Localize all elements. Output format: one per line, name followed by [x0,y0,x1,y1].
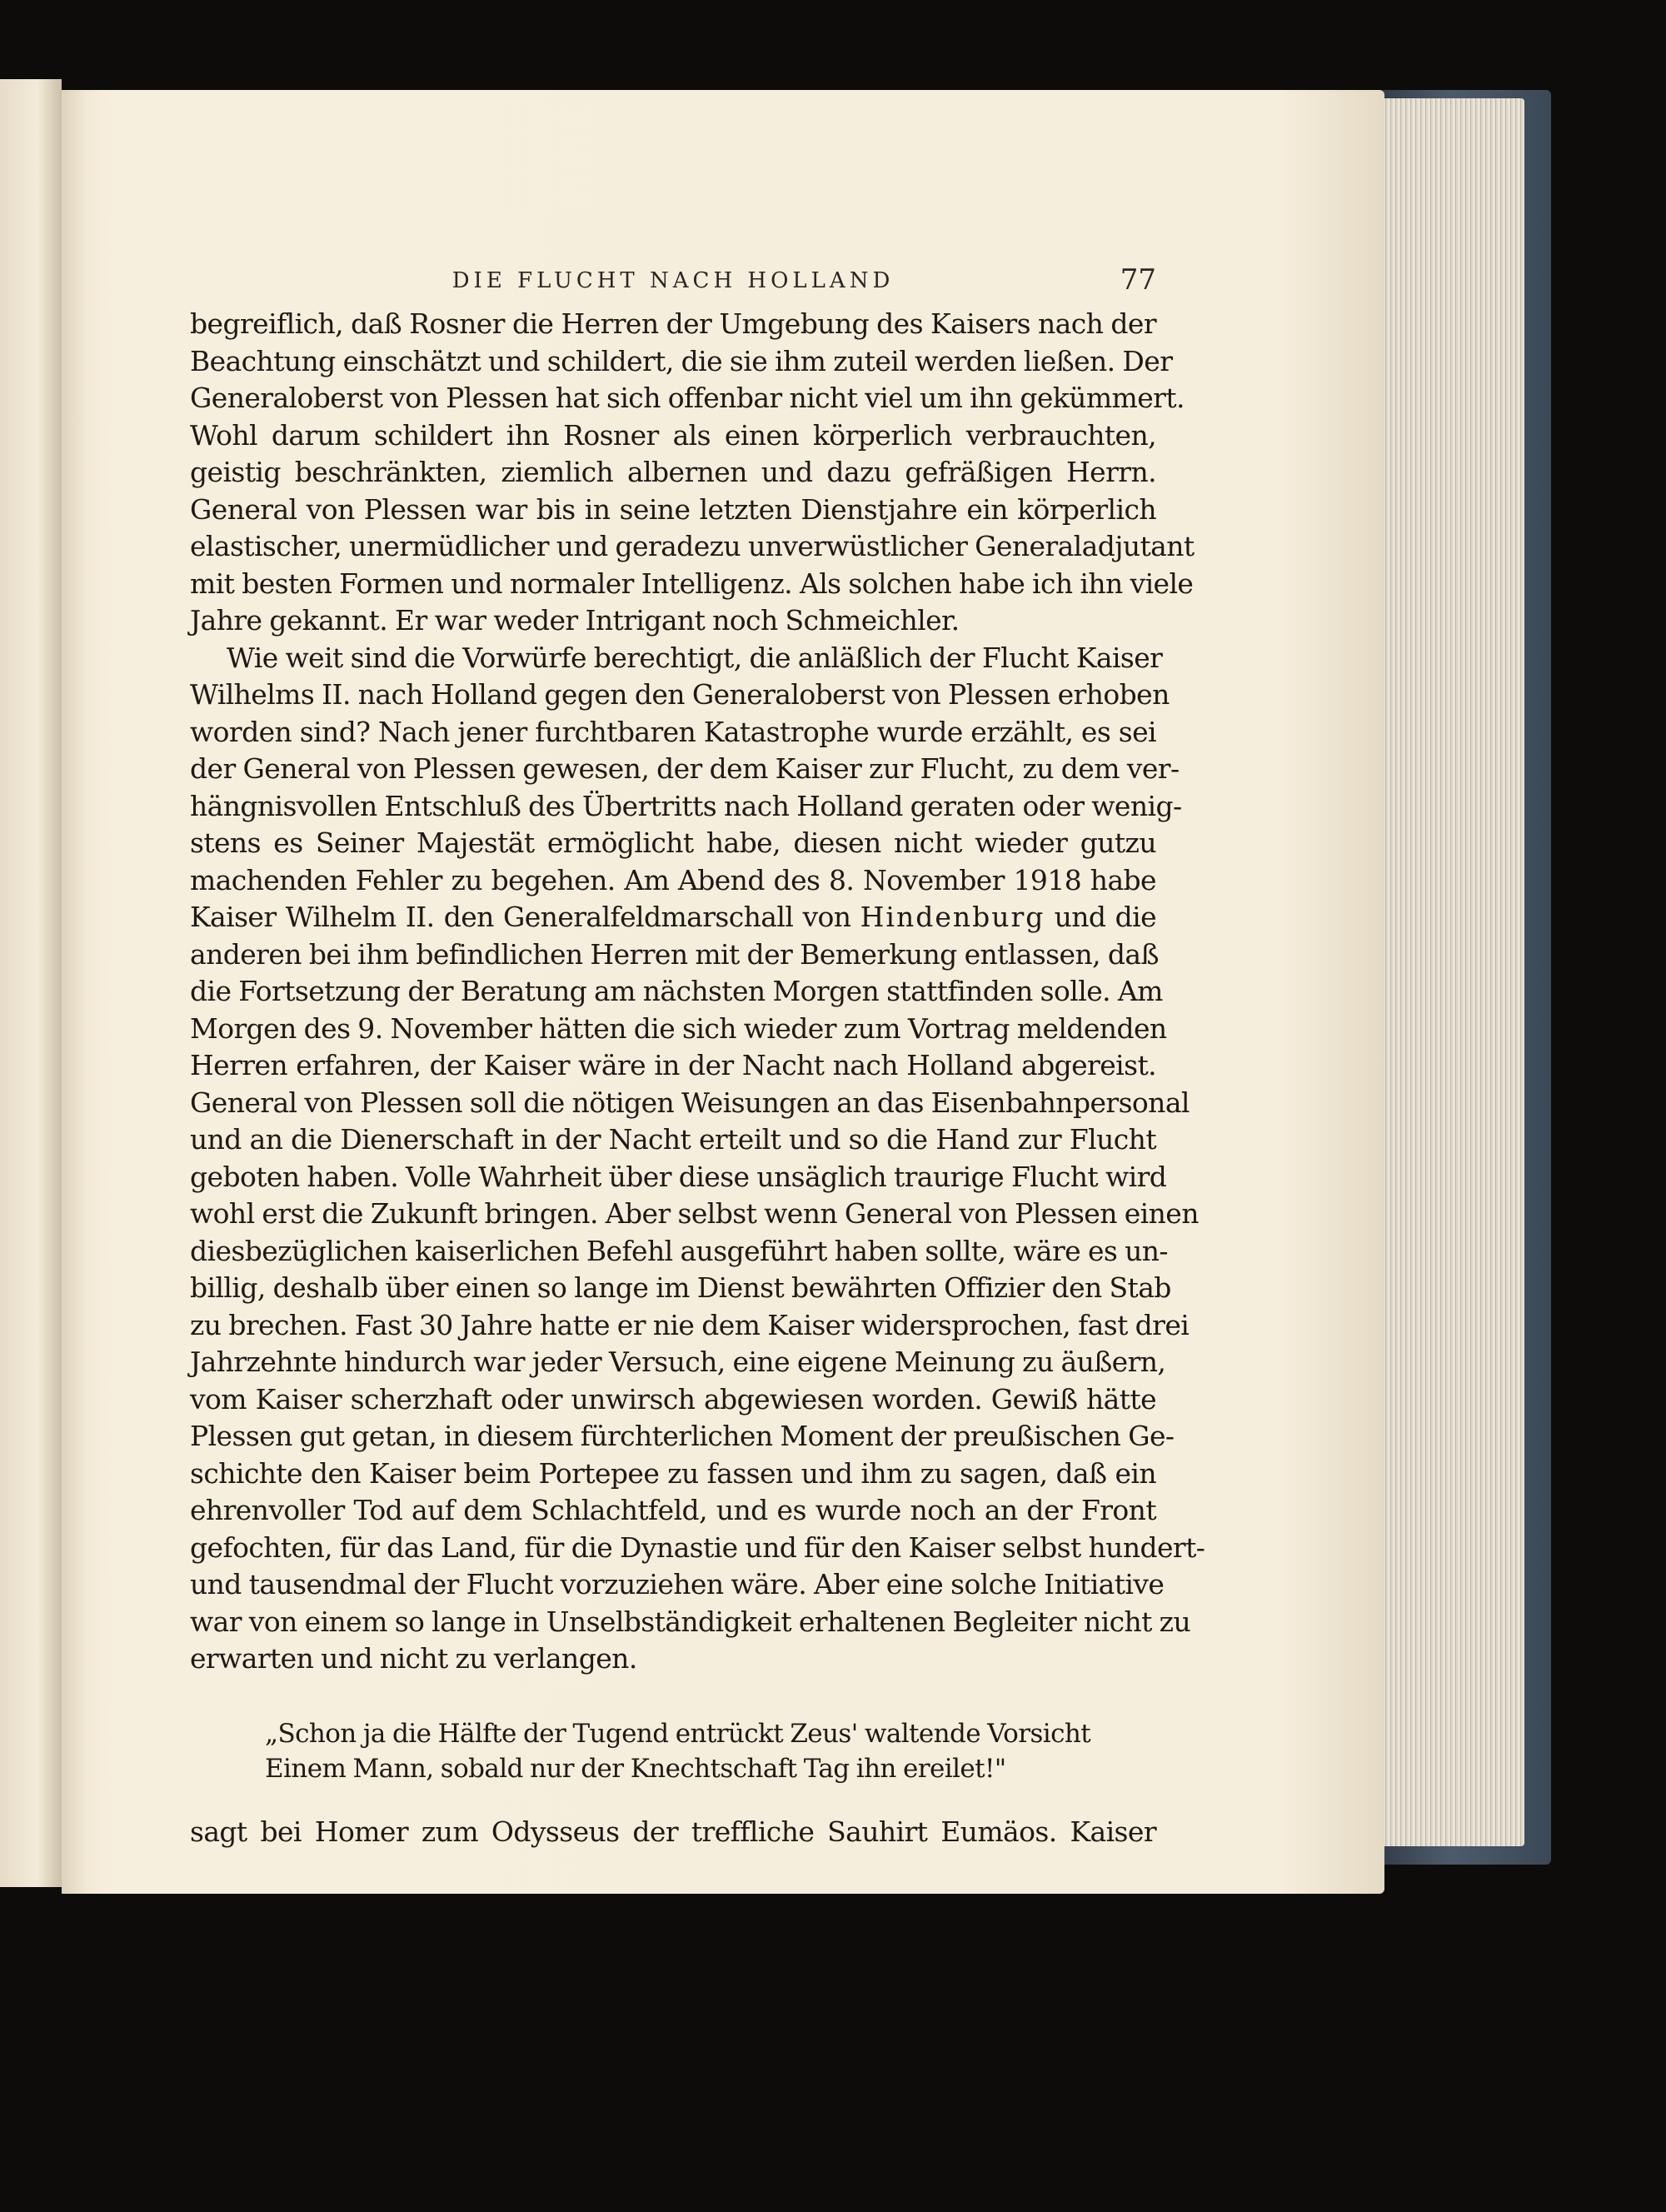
text-line: Generaloberst von Plessen hat sich offenbar nicht viel um ihn gekümmert. [190,382,1185,414]
text-line: hängnisvollen Entschluß des Übertritts nach Holland geraten oder wenig- [190,789,1182,822]
text-line: der General von Plessen gewesen, der dem Kaiser zur Flucht, zu dem ver- [190,752,1180,785]
quote-line: Einem Mann, sobald nur der Knechtschaft Tag ihn ereilet!" [265,1754,1006,1784]
text-line: billig, deshalb über einen so lange im Dienst bewährten Offizier den Stab [190,1271,1171,1304]
text-line-spaced-name [190,899,1156,936]
text-line: General von Plessen soll die nötigen Weisungen an das Eisenbahnpersonal [190,1086,1190,1119]
text-line: Wilhelms II. nach Holland gegen den Generaloberst von Plessen erhoben [190,678,1170,711]
paragraph-1 [190,306,1195,640]
text-line: Plessen gut getan, in diesem fürchterlichen Moment der preußischen Ge- [190,1420,1175,1452]
text-line: machenden Fehler zu begehen. Am Abend des 8. November 1918 habe [190,863,1156,896]
chapter-title: DIE FLUCHT NACH HOLLAND [451,268,895,293]
text-line: sagt bei Homer zum Odysseus der treffliche Sauhirt Eumäos. Kaiser [190,1815,1156,1848]
text-line: Wie weit sind die Vorwürfe berechtigt, die anläßlich der Flucht Kaiser [227,641,1163,674]
line-end: und die [1054,901,1156,933]
text-line: worden sind? Nach jener furchtbaren Katastrophe wurde erzählt, es sei [190,715,1156,748]
text-line: diesbezüglichen kaiserlichen Befehl ausgeführt haben sollte, wäre es un- [190,1234,1168,1267]
text-line: Herren erfahren, der Kaiser wäre in der Nacht nach Holland abgereist. [190,1049,1156,1081]
text-line: und an die Dienerschaft in der Nacht erteilt und so die Hand zur Flucht [190,1123,1156,1156]
text-line: wohl erst die Zukunft bringen. Aber selbst wenn General von Plessen einen [190,1197,1199,1230]
running-head [190,260,1156,302]
text-line: Beachtung einschätzt und schildert, die sie ihm zuteil werden ließen. Der [190,344,1173,377]
body-text [190,306,1205,1678]
line-start: Kaiser Wilhelm II. den Generalfeldmarschall von [190,901,851,933]
text-line: gefochten, für das Land, für die Dynastie und für den Kaiser selbst hundert- [190,1530,1205,1564]
text-line: ehrenvoller Tod auf dem Schlachtfeld, und es wurde noch an der Front [190,1494,1156,1526]
block-quote [265,1716,1098,1786]
text-line: Wohl darum schildert ihn Rosner als einen körperlich verbrauchten, [190,418,1156,452]
text-line: elastischer, unermüdlicher und geradezu unverwüstlicher Generaladjutant [190,530,1195,562]
text-line: General von Plessen war bis in seine letzten Dienstjahre ein körperlich [190,492,1156,526]
text-line: begreiflich, daß Rosner die Herren der Umgebung des Kaisers nach der [190,307,1156,340]
text-line: stens es Seiner Majestät ermöglicht habe, diesen nicht wieder gutzu [190,826,1156,859]
text-line: die Fortsetzung der Beratung am nächsten Morgen stattfinden solle. Am [190,975,1163,1007]
text-line: zu brechen. Fast 30 Jahre hatte er nie dem Kaiser widersprochen, fast drei [190,1308,1190,1341]
text-line: war von einem so lange in Unselbständigkeit erhaltenen Begleiter nicht zu [190,1605,1191,1638]
quote-line: „Schon ja die Hälfte der Tugend entrückt Zeus' waltende Vorsicht [265,1719,1091,1749]
text-line: vom Kaiser scherzhaft oder unwirsch abgewiesen worden. Gewiß hätte [190,1382,1156,1416]
facing-page-edge [0,79,62,1887]
text-line: und tausendmal der Flucht vorzuziehen wäre. Aber eine solche Initiative [190,1568,1165,1600]
closing-text [190,1814,1156,1851]
text-line: geboten haben. Volle Wahrheit über diese unsäglich traurige Flucht wird [190,1160,1167,1193]
text-line: erwarten und nicht zu verlangen. [190,1642,637,1675]
page-number: 77 [1120,263,1156,297]
paragraph-2 [190,640,1205,1678]
text-line: Jahrzehnte hindurch war jeder Versuch, eine eigene Meinung zu äußern, [190,1346,1166,1378]
spaced-name: Hindenburg [860,901,1045,933]
text-line: mit besten Formen und normaler Intelligenz. Als solchen habe ich ihn viele [190,567,1194,600]
text-line: Morgen des 9. November hätten die sich wieder zum Vortrag meldenden [190,1011,1167,1045]
text-line: geistig beschränkten, ziemlich albernen und dazu gefräßigen Herrn. [190,456,1156,488]
text-line: anderen bei ihm befindlichen Herren mit der Bemerkung entlassen, daß [190,937,1159,971]
text-line: schichte den Kaiser beim Portepee zu fassen und ihm zu sagen, daß ein [190,1456,1156,1490]
text-line: Jahre gekannt. Er war weder Intrigant noch Schmeichler. [190,604,960,637]
